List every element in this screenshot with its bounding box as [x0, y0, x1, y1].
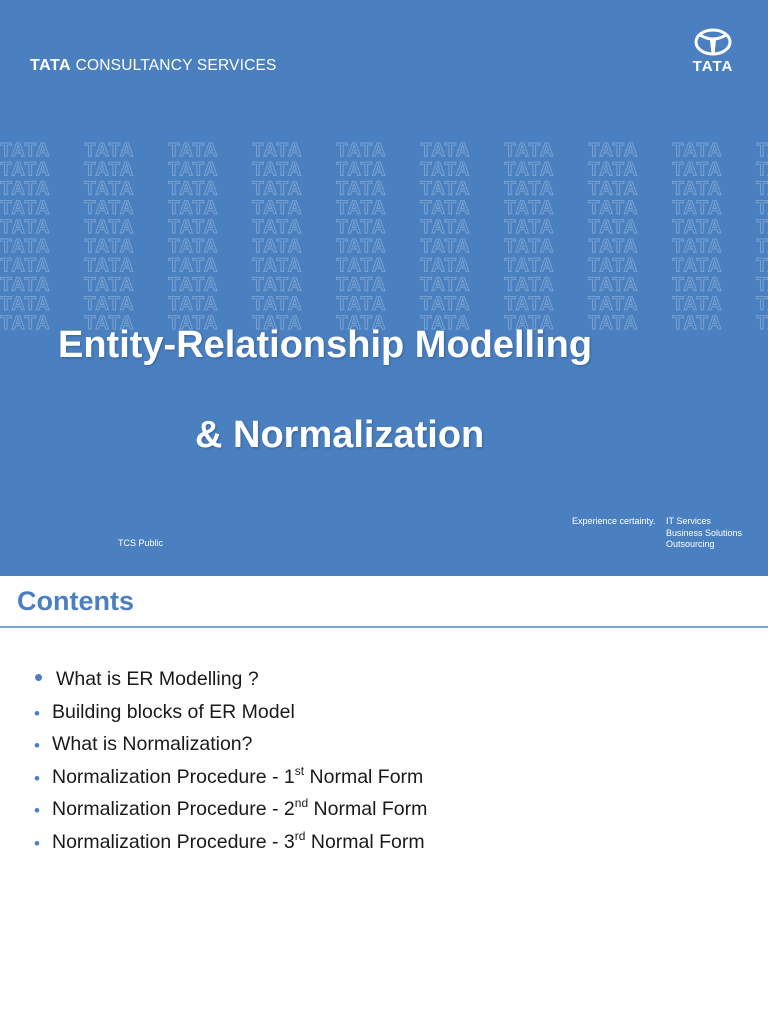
- contents-slide: [0, 576, 768, 1024]
- list-item: [34, 733, 427, 766]
- list-item-suffix: Normal Form: [308, 798, 428, 820]
- list-item-text: Normalization Procedure - 1: [52, 765, 295, 788]
- service-item: Business Solutions: [666, 527, 743, 538]
- list-item: [34, 662, 427, 701]
- bullet-icon: •: [34, 703, 40, 723]
- list-item: [34, 828, 427, 864]
- list-item: [34, 798, 427, 831]
- slide-title-line-1: Entity-Relationship Modelling: [58, 324, 593, 366]
- bullet-icon: •: [34, 801, 40, 820]
- service-item: Outsourcing: [666, 539, 715, 549]
- list-item-text: Building blocks of ER Model: [52, 700, 295, 723]
- list-item: [34, 763, 427, 799]
- slide-title-line-2: & Normalization: [195, 414, 485, 456]
- tagline: Experience certainty.: [572, 516, 656, 526]
- list-item-text: Normalization Procedure - 3: [52, 830, 295, 853]
- list-item-suffix: Normal Form: [305, 830, 425, 853]
- list-item: [34, 701, 427, 734]
- contents-heading: Contents: [17, 586, 134, 616]
- tata-logo: [684, 28, 742, 78]
- ordinal-suffix: st: [294, 763, 305, 778]
- service-item: IT Services: [666, 516, 711, 526]
- list-item-text: Normalization Procedure - 2: [52, 798, 295, 820]
- brand-tata: TATA: [30, 57, 72, 74]
- logo-wordmark: TATA: [692, 58, 734, 75]
- list-item-text: What is ER Modelling ?: [56, 668, 259, 690]
- bullet-icon: •: [34, 736, 40, 755]
- classification-label: TCS Public: [118, 538, 164, 548]
- bullet-icon: •: [34, 768, 40, 788]
- list-item-suffix: Normal Form: [304, 765, 424, 788]
- bullet-icon: •: [34, 833, 40, 853]
- contents-list: [34, 662, 428, 863]
- ordinal-suffix: rd: [294, 828, 306, 843]
- tata-emblem-icon: [684, 28, 742, 58]
- tata-watermark-pattern: [0, 140, 768, 332]
- brand-name: CONSULTANCY SERVICES: [75, 57, 277, 74]
- ordinal-suffix: nd: [294, 796, 309, 810]
- services-list: [666, 516, 742, 551]
- company-brand: [30, 57, 277, 75]
- bullet-icon: •: [34, 662, 44, 692]
- list-item-text: What is Normalization?: [52, 733, 253, 755]
- heading-divider: [0, 626, 768, 628]
